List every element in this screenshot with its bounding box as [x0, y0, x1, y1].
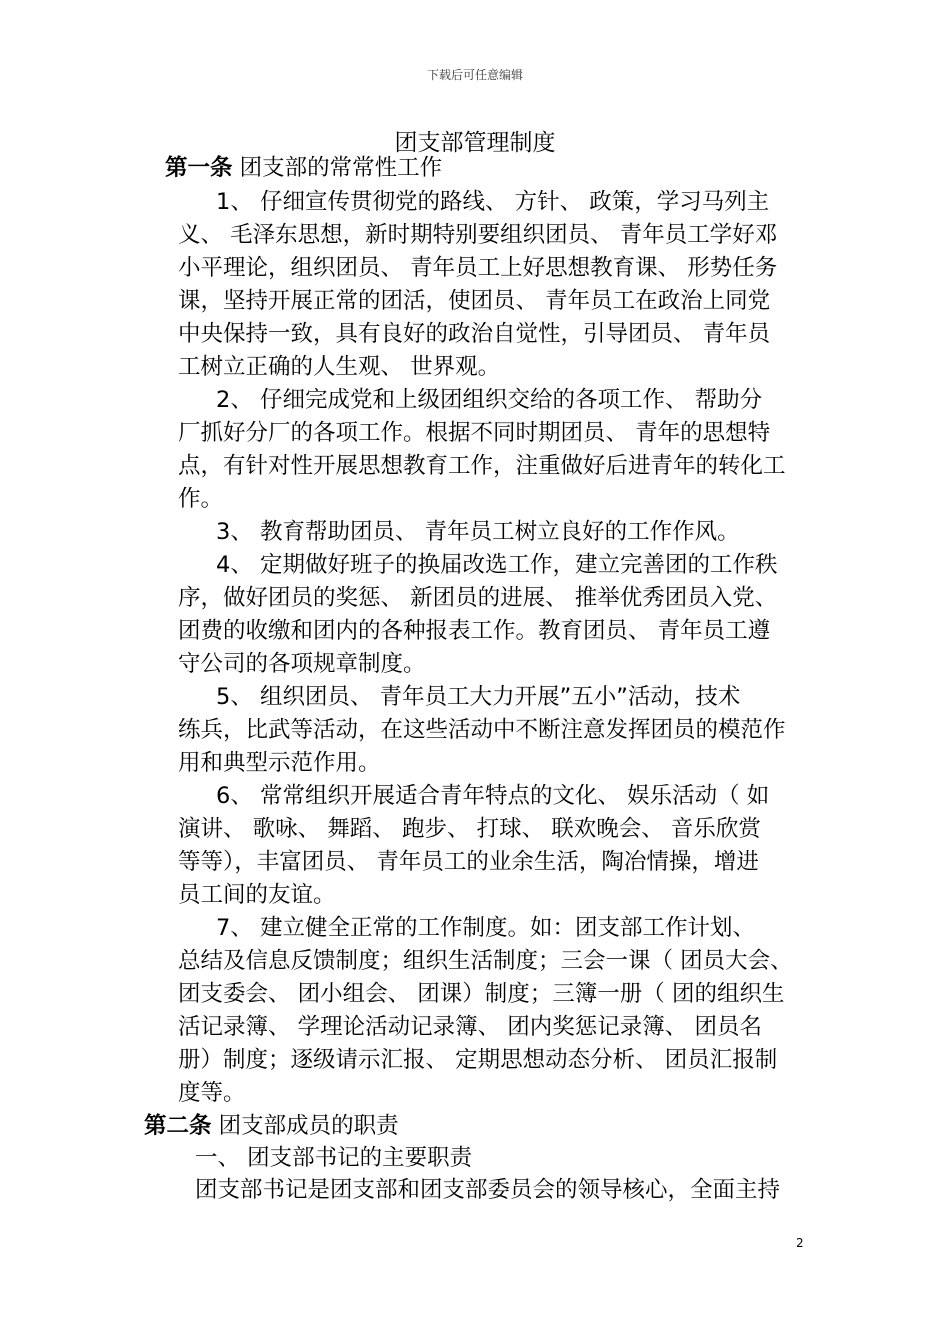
p7-line-2: 总结及信息反馈制度；组织生活制度；三会一课（ 团员大会、	[178, 948, 793, 974]
p6-line-1: 6、 常常组织开展适合青年特点的文化、 娱乐活动（ 如	[216, 783, 770, 809]
p5-line-1: 5、 组织团员、 青年员工大力开展”五小”活动，技术	[216, 684, 741, 710]
subsection-1-heading: 一、 团支部书记的主要职责	[195, 1145, 473, 1171]
header-note: 下载后可任意编辑	[426, 68, 523, 82]
p4-line-4: 守公司的各项规章制度。	[178, 651, 426, 677]
p1-line-3: 小平理论，组织团员、 青年员工上好思想教育课、 形势任务	[178, 255, 778, 281]
p7-line-1: 7、 建立健全正常的工作制度。如：团支部工作计划、	[216, 915, 755, 941]
article-1-title: 团支部的常常性工作	[239, 155, 443, 181]
p1-line-6: 工树立正确的人生观、 世界观。	[178, 354, 501, 380]
p4-line-2: 序，做好团员的奖惩、 新团员的进展、 推举优秀团员入党、	[178, 585, 778, 611]
article-2-label: 第二条	[144, 1113, 212, 1139]
p1-line-2: 义、 毛泽东思想，新时期特别要组织团员、 青年员工学好邓	[178, 222, 778, 248]
p7-line-6: 度等。	[178, 1080, 246, 1106]
p7-line-5: 册）制度；逐级请示汇报、 定期思想动态分析、 团员汇报制	[178, 1047, 778, 1073]
p3-line-1: 3、 教育帮助团员、 青年员工树立良好的工作作风。	[216, 519, 740, 545]
subsection-1-text: 团支部书记是团支部和团支部委员会的领导核心，全面主持	[195, 1177, 781, 1203]
article-1-label: 第一条	[165, 155, 233, 181]
page-number: 2	[796, 1236, 804, 1250]
p6-line-4: 员工间的友谊。	[178, 882, 336, 908]
p6-line-2: 演讲、 歌咏、 舞蹈、 跑步、 打球、 联欢晚会、 音乐欣赏	[178, 816, 761, 842]
article-2-heading	[144, 1111, 399, 1141]
p2-line-3: 点，有针对性开展思想教育工作，注重做好后进青年的转化工	[178, 453, 786, 479]
p7-line-4: 活记录簿、 学理论活动记录簿、 团内奖惩记录簿、 团员名	[178, 1014, 762, 1040]
p6-line-3: 等等），丰富团员、 青年员工的业余生活，陶冶情操，增进	[178, 849, 759, 875]
p5-line-2: 练兵，比武等活动，在这些活动中不断注意发挥团员的模范作	[178, 717, 786, 743]
p2-line-1: 2、 仔细完成党和上级团组织交给的各项工作、 帮助分	[216, 387, 763, 413]
p4-line-1: 4、 定期做好班子的换届改选工作，建立完善团的工作秩	[216, 552, 778, 578]
article-1-heading	[165, 153, 442, 183]
p2-line-2: 厂抓好分厂的各项工作。根据不同时期团员、 青年的思想特	[178, 420, 771, 446]
p7-line-3: 团支委会、 团小组会、 团课）制度；三簿一册（ 团的组织生	[178, 981, 785, 1007]
p4-line-3: 团费的收缴和团内的各种报表工作。教育团员、 青年员工遵	[178, 618, 771, 644]
p1-line-4: 课，坚持开展正常的团活，使团员、 青年员工在政治上同党	[178, 288, 771, 314]
p5-line-3: 用和典型示范作用。	[178, 750, 381, 776]
p1-line-1: 1、 仔细宣传贯彻党的路线、 方针、 政策，学习马列主	[216, 189, 770, 215]
p2-line-4: 作。	[178, 486, 224, 512]
page-title: 团支部管理制度	[394, 130, 556, 156]
p1-line-5: 中央保持一致，具有良好的政治自觉性，引导团员、 青年员	[178, 321, 771, 347]
article-2-title: 团支部成员的职责	[218, 1113, 399, 1139]
